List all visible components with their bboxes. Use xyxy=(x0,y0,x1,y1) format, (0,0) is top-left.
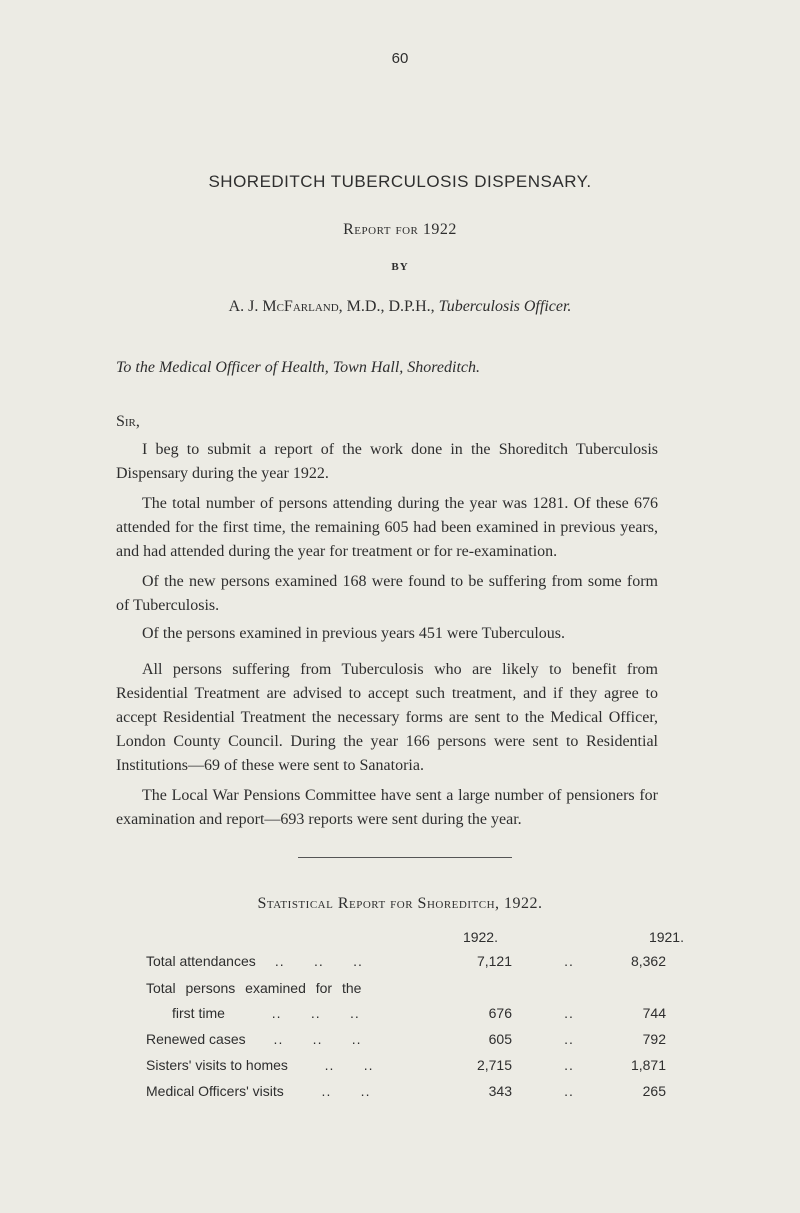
row-label: Medical Officers' visits xyxy=(146,1083,284,1099)
value-1921: 1,871 xyxy=(630,1057,666,1073)
table-row xyxy=(146,1005,686,1027)
author-credentials: M.D., D.P.H., xyxy=(342,298,439,315)
by-line: BY xyxy=(391,261,409,273)
value-1921: 744 xyxy=(642,1005,666,1021)
value-1922: 343 xyxy=(488,1083,512,1099)
author-name: A. J. McFarland, xyxy=(228,298,343,315)
row-label: Total attendances xyxy=(146,953,256,969)
document-title: SHOREDITCH TUBERCULOSIS DISPENSARY. xyxy=(208,172,592,191)
value-1922: 2,715 xyxy=(476,1057,512,1073)
value-1921: 8,362 xyxy=(630,953,666,969)
leader-dots: .. .. .. xyxy=(254,1031,362,1047)
stats-title: Statistical Report for Shoreditch, 1922. xyxy=(257,895,543,912)
table-row xyxy=(146,1083,686,1105)
table-row xyxy=(146,953,686,975)
value-1922: 676 xyxy=(488,1005,512,1021)
table-row xyxy=(146,1031,686,1053)
author-role: Tuberculosis Officer. xyxy=(438,298,572,315)
leader-dots: .. .. .. xyxy=(262,1005,360,1021)
separator-dots: .. xyxy=(564,1031,574,1047)
value-1922: 7,121 xyxy=(476,953,512,969)
salutation: Sir, xyxy=(116,413,140,430)
separator-dots: .. xyxy=(564,953,574,969)
table-row xyxy=(146,1057,686,1079)
paragraph-4: Of the persons examined in previous years 451 were Tuberculous. xyxy=(142,625,566,642)
row-label: Renewed cases xyxy=(146,1031,246,1047)
column-header-1921: 1921. xyxy=(648,929,684,945)
column-header-1922: 1922. xyxy=(462,929,498,945)
section-divider xyxy=(298,857,512,858)
paragraph-2: The total number of persons attending during the year was 1281. Of these 676 attended for the first time, the remaining 605 had been examined in previous years, and had attended during the year for treatment or for re-examination. xyxy=(116,495,658,560)
report-subtitle: Report for 1922 xyxy=(343,221,457,238)
page-number: 60 xyxy=(391,50,409,67)
paragraph-6: The Local War Pensions Committee have sent a large number of pensioners for examination and report—693 reports were sent during the year. xyxy=(116,787,658,828)
leader-dots: .. .. xyxy=(302,1083,371,1099)
table-row xyxy=(146,980,686,1002)
separator-dots: .. xyxy=(564,1005,574,1021)
row-label: first time xyxy=(172,1005,225,1021)
leader-dots: .. .. xyxy=(310,1057,374,1073)
paragraph-1: I beg to submit a report of the work done in the Shoreditch Tuberculosis Dispensary during the year 1922. xyxy=(116,441,658,482)
separator-dots: .. xyxy=(564,1057,574,1073)
value-1921: 265 xyxy=(642,1083,666,1099)
row-label: Total persons examined for the xyxy=(146,980,362,996)
separator-dots: .. xyxy=(564,1083,574,1099)
paragraph-3: Of the new persons examined 168 were found to be suffering from some form of Tuberculosis. xyxy=(116,573,658,614)
value-1921: 792 xyxy=(642,1031,666,1047)
leader-dots: .. .. .. xyxy=(270,953,363,969)
addressee: To the Medical Officer of Health, Town Hall, Shoreditch. xyxy=(116,359,480,376)
paragraph-5: All persons suffering from Tuberculosis who are likely to benefit from Residential Treatment are advised to accept such treatment, and if they agree to accept Residential Treatment the necessary forms are sent to the Medical Officer, London County Council. During the year 166 persons were sent to Residential Institutions—69 of these were sent to Sanatoria. xyxy=(116,661,658,774)
value-1922: 605 xyxy=(488,1031,512,1047)
row-label: Sisters' visits to homes xyxy=(146,1057,288,1073)
author-line xyxy=(0,298,800,316)
